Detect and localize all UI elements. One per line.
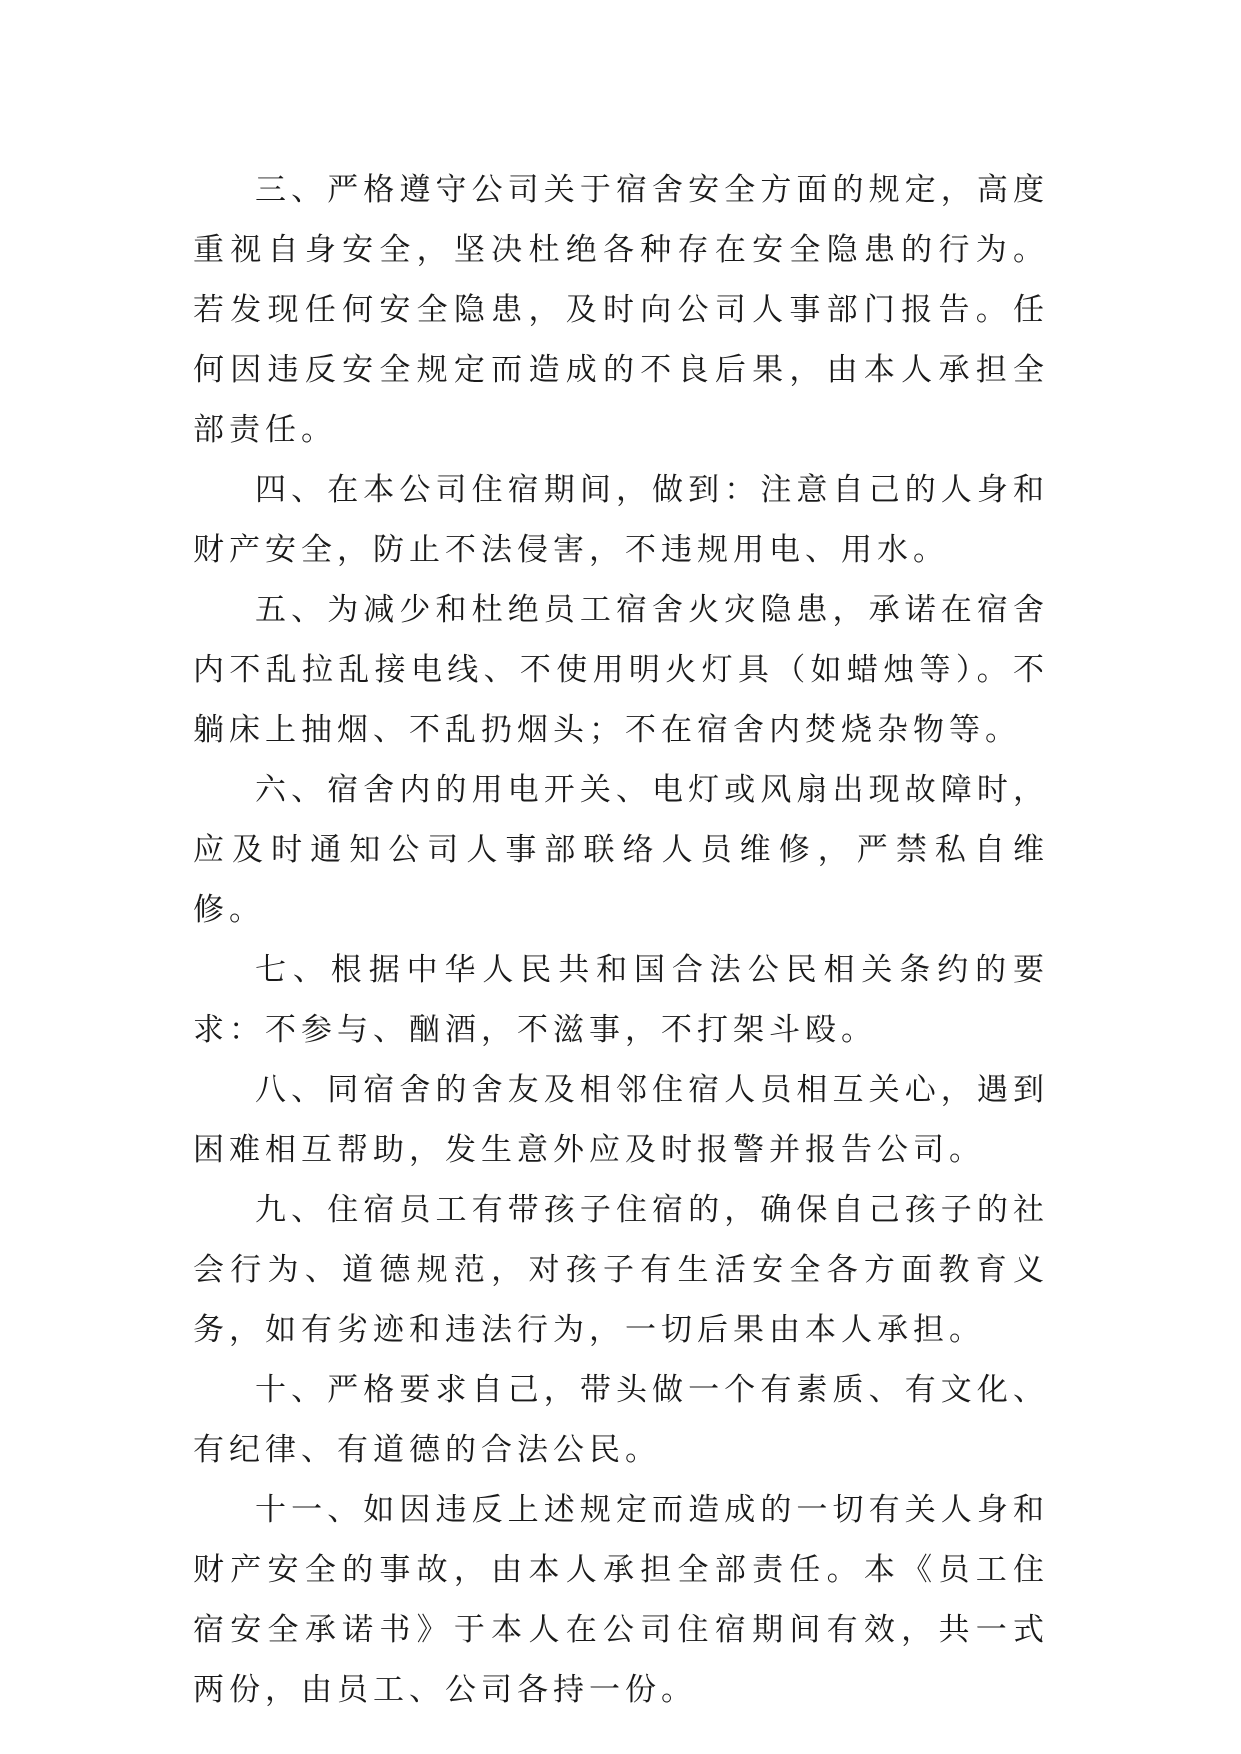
document-page — [193, 160, 1049, 1720]
paragraph-3: 三、严格遵守公司关于宿舍安全方面的规定，高度重视自身安全，坚决杜绝各种存在安全隐患的行为。若发现任何安全隐患，及时向公司人事部门报告。任何因违反安全规定而造成的不良后果，由本人承担全部责任。 — [193, 172, 1049, 448]
paragraph-4: 四、在本公司住宿期间，做到：注意自己的人身和财产安全，防止不法侵害，不违规用电、用水。 — [193, 472, 1049, 568]
paragraph-7: 七、根据中华人民共和国合法公民相关条约的要求：不参与、酗酒，不滋事，不打架斗殴。 — [193, 952, 1049, 1048]
paragraph-10: 十、严格要求自己，带头做一个有素质、有文化、有纪律、有道德的合法公民。 — [193, 1372, 1049, 1468]
paragraph-11: 十一、如因违反上述规定而造成的一切有关人身和财产安全的事故，由本人承担全部责任。本《员工住宿安全承诺书》于本人在公司住宿期间有效，共一式两份，由员工、公司各持一份。 — [193, 1492, 1049, 1708]
paragraph-5: 五、为减少和杜绝员工宿舍火灾隐患，承诺在宿舍内不乱拉乱接电线、不使用明火灯具（如蜡烛等）。不躺床上抽烟、不乱扔烟头；不在宿舍内焚烧杂物等。 — [193, 592, 1049, 748]
paragraph-6: 六、宿舍内的用电开关、电灯或风扇出现故障时，应及时通知公司人事部联络人员维修，严禁私自维修。 — [193, 772, 1049, 928]
paragraph-8: 八、同宿舍的舍友及相邻住宿人员相互关心，遇到困难相互帮助，发生意外应及时报警并报告公司。 — [193, 1072, 1049, 1168]
paragraph-9: 九、住宿员工有带孩子住宿的，确保自己孩子的社会行为、道德规范，对孩子有生活安全各方面教育义务，如有劣迹和违法行为，一切后果由本人承担。 — [193, 1192, 1049, 1348]
